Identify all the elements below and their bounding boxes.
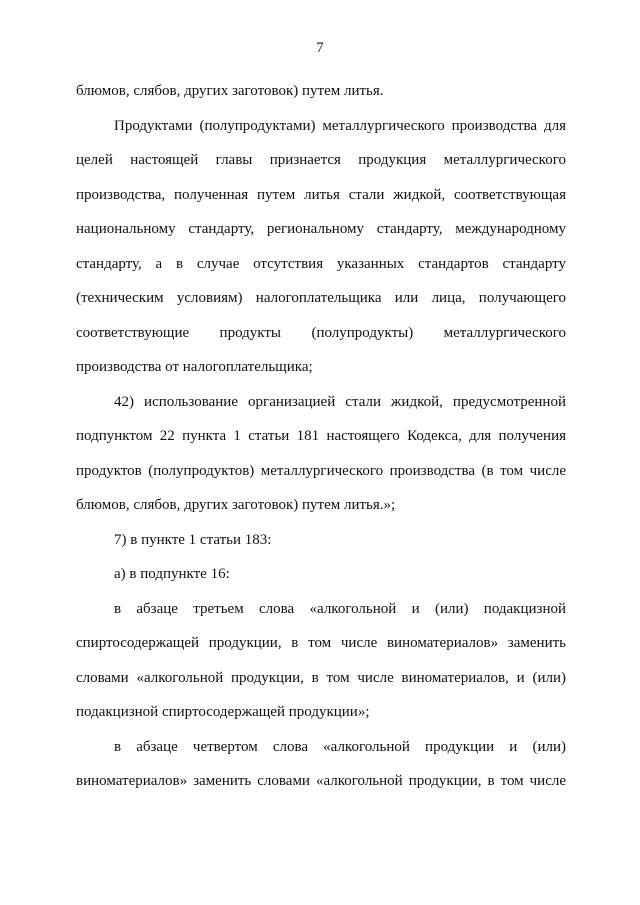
text-line: (техническим условиям) налогоплательщика или лица, получающего bbox=[76, 290, 566, 306]
text-line: спиртосодержащей продукции, в том числе виноматериалов» заменить bbox=[76, 635, 566, 651]
page-number: 7 bbox=[316, 40, 324, 56]
text-line: 42) использование организацией стали жидкой, предусмотренной bbox=[114, 393, 566, 410]
text-line: производства от налогоплательщика; bbox=[76, 359, 313, 375]
text-line: в абзаце третьем слова «алкогольной и (или) подакцизной bbox=[114, 600, 566, 617]
text-line: подакцизной спиртосодержащей продукции»; bbox=[76, 704, 370, 720]
text-line: соответствующие продукты (полупродукты) металлургического bbox=[76, 324, 566, 341]
text-line: а) в подпункте 16: bbox=[114, 566, 230, 582]
text-line: виноматериалов» заменить словами «алкогольной продукции, в том числе bbox=[76, 773, 566, 789]
text-line: блюмов, слябов, других заготовок) путем литья.»; bbox=[76, 497, 396, 513]
text-line: производства, полученная путем литья стали жидкой, соответствующая bbox=[76, 186, 566, 203]
text-line: целей настоящей главы признается продукция металлургического bbox=[76, 152, 566, 168]
text-line: продуктов (полупродуктов) металлургического производства (в том числе bbox=[76, 462, 566, 479]
text-line: словами «алкогольной продукции, в том числе виноматериалов, и (или) bbox=[76, 669, 566, 686]
text-line: блюмов, слябов, других заготовок) путем литья. bbox=[76, 83, 384, 99]
text-line: подпунктом 22 пункта 1 статьи 181 настоящего Кодекса, для получения bbox=[76, 428, 566, 444]
text-line: Продуктами (полупродуктами) металлургического производства для bbox=[114, 117, 566, 134]
text-line: в абзаце четвертом слова «алкогольной продукции и (или) bbox=[114, 738, 566, 755]
document-body bbox=[76, 74, 566, 799]
text-line: стандарту, а в случае отсутствия указанных стандартов стандарту bbox=[76, 255, 566, 272]
text-line: 7) в пункте 1 статьи 183: bbox=[114, 531, 272, 548]
text-line: национальному стандарту, региональному стандарту, международному bbox=[76, 221, 566, 237]
